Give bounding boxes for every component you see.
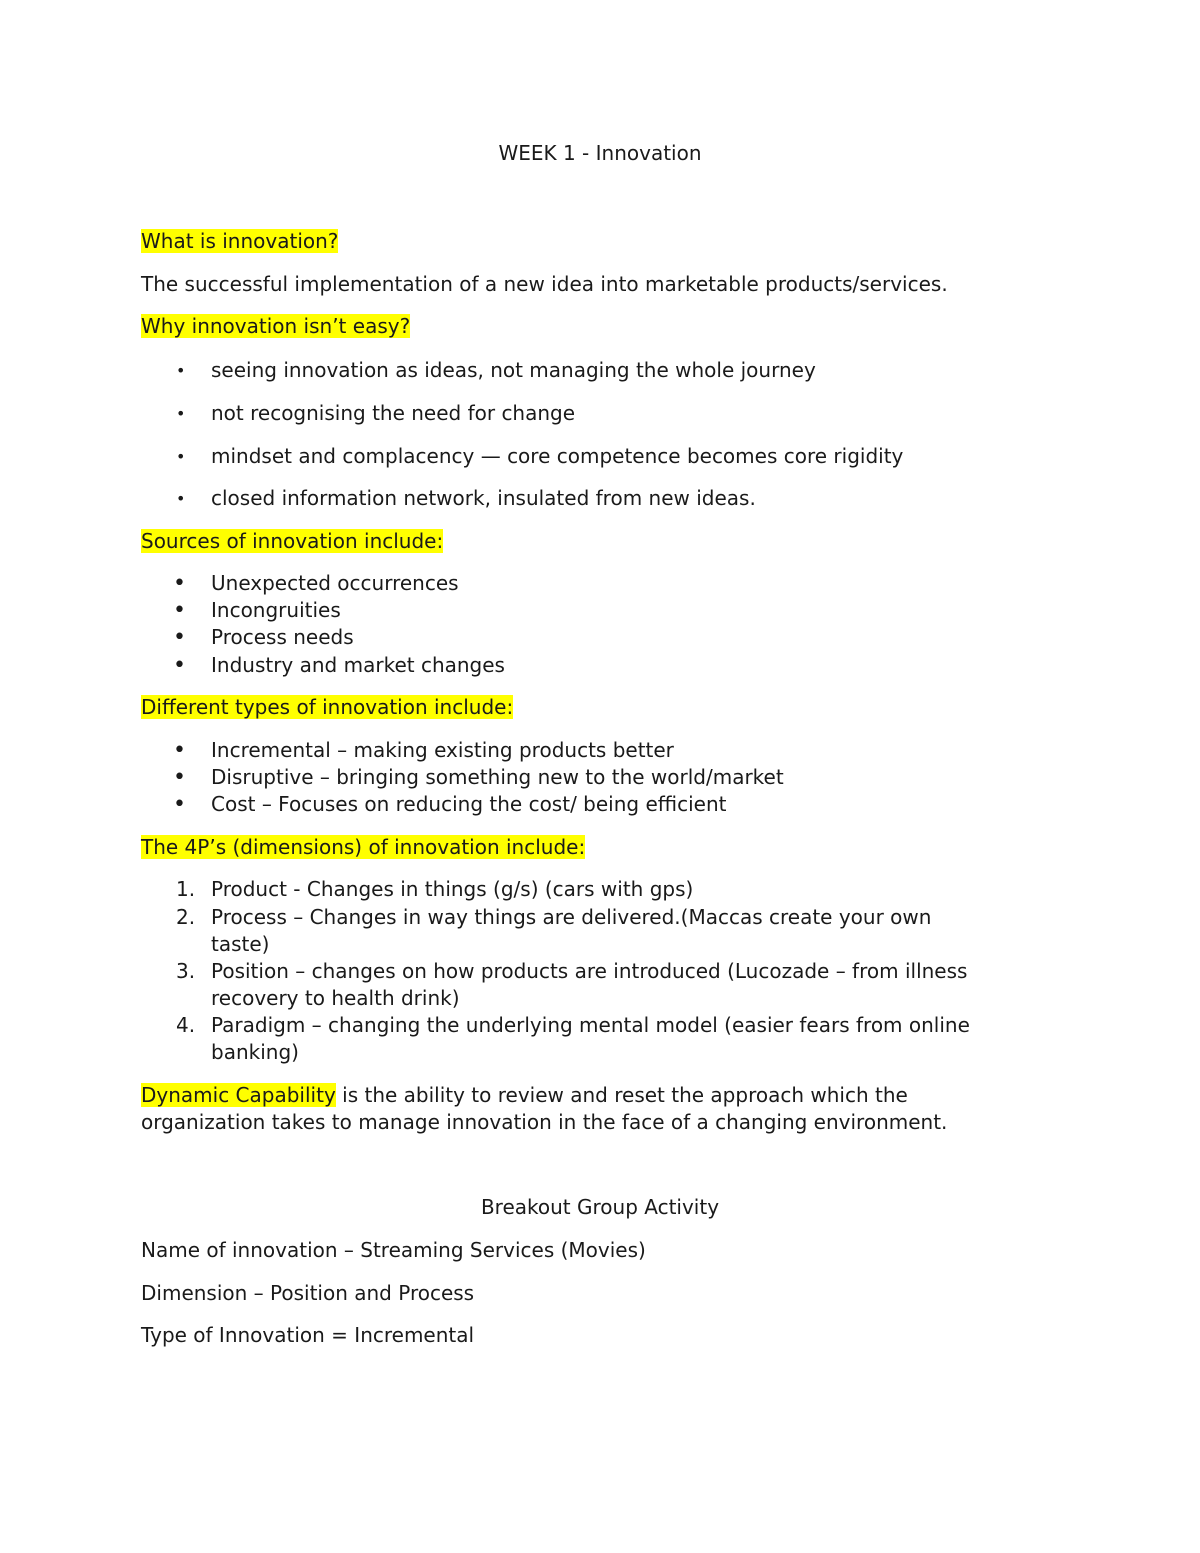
bullet-icon: • [173,653,186,678]
list-item: Paradigm – changing the underlying mental model (easier fears from online [211,1013,970,1037]
list-number: 3. [176,959,196,983]
page-title: WEEK 1 - Innovation [498,141,702,165]
list-item: Cost – Focuses on reducing the cost/ being efficient [211,792,727,816]
heading-types [141,694,513,721]
bullet-icon: • [173,792,186,817]
list-item: seeing innovation as ideas, not managing the whole journey [211,358,816,382]
list-item: not recognising the need for change [211,401,576,425]
highlight: Why innovation isn’t easy? [141,314,411,338]
bullet-icon: • [176,361,186,380]
bullet-icon: • [173,625,186,650]
list-item-continuation: taste) [211,932,270,956]
bullet-icon: • [176,447,186,466]
bullet-icon: • [173,598,186,623]
highlight: What is innovation? [141,229,339,253]
bullet-icon: • [176,489,186,508]
heading-four-ps [141,834,585,861]
list-item: Disruptive – bringing something new to the world/market [211,765,784,789]
bullet-icon: • [176,404,186,423]
list-item-continuation: banking) [211,1040,299,1064]
list-item: Position – changes on how products are introduced (Lucozade – from illness [211,959,968,983]
heading-what-is-innovation [141,228,338,255]
highlight: Different types of innovation include: [141,695,514,719]
list-item: Unexpected occurrences [211,571,459,595]
list-number: 4. [176,1013,196,1037]
list-item: mindset and complacency — core competence becomes core rigidity [211,444,904,468]
highlight: The 4P’s (dimensions) of innovation include: [141,835,586,859]
breakout-heading: Breakout Group Activity [480,1195,720,1219]
dynamic-capability-continuation: organization takes to manage innovation in the face of a changing environment. [141,1110,948,1134]
list-number: 2. [176,905,196,929]
bullet-icon: • [173,738,186,763]
bullet-icon: • [173,765,186,790]
list-item: closed information network, insulated from new ideas. [211,486,756,510]
list-number: 1. [176,877,196,901]
breakout-type: Type of Innovation = Incremental [141,1323,475,1347]
dynamic-capability-paragraph [141,1082,908,1109]
definition-text: The successful implementation of a new idea into marketable products/services. [141,272,948,296]
breakout-name: Name of innovation – Streaming Services (Movies) [141,1238,646,1262]
list-item: Incongruities [211,598,341,622]
bullet-icon: • [173,571,186,596]
list-item: Process – Changes in way things are delivered.(Maccas create your own [211,905,932,929]
list-item: Incremental – making existing products better [211,738,674,762]
list-item: Industry and market changes [211,653,505,677]
list-item: Product - Changes in things (g/s) (cars with gps) [211,877,694,901]
highlight: Dynamic Capability [141,1083,336,1107]
highlight: Sources of innovation include: [141,529,444,553]
list-item: Process needs [211,625,354,649]
heading-why-not-easy [141,313,410,340]
breakout-dimension: Dimension – Position and Process [141,1281,475,1305]
list-item-continuation: recovery to health drink) [211,986,460,1010]
dynamic-capability-text: is the ability to review and reset the approach which the [335,1083,908,1107]
heading-sources [141,528,443,555]
